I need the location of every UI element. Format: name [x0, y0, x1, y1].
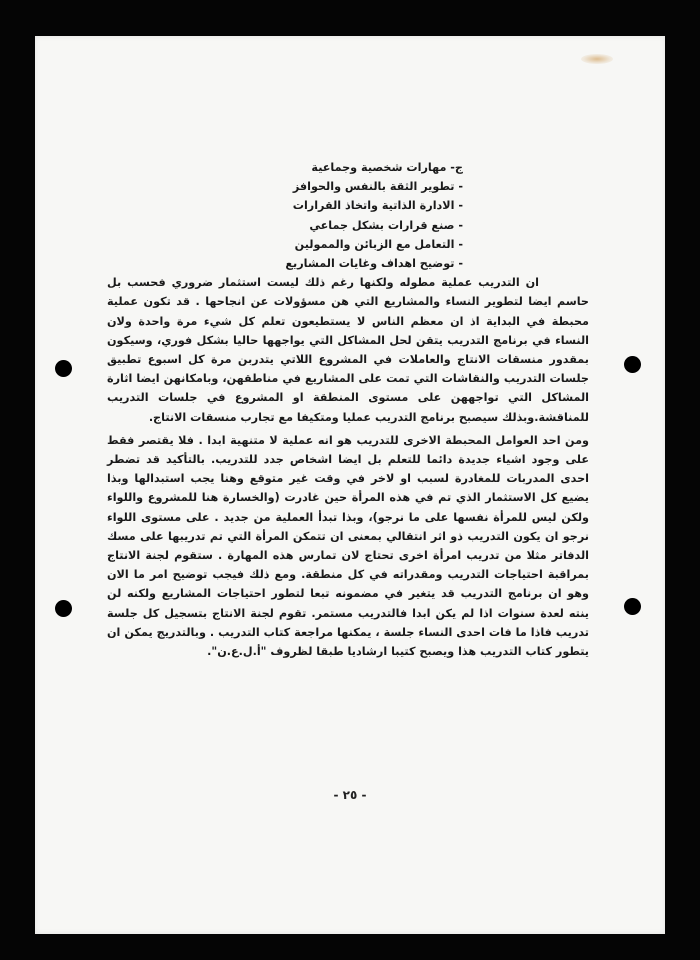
section-heading: ج- مهارات شخصية وجماعية: [311, 161, 463, 174]
list-item: - التعامل مع الزبائن والممولين: [294, 237, 463, 251]
page-number: - ٢٥ -: [333, 788, 367, 802]
document-page: [35, 36, 665, 934]
list-item: - الادارة الذاتية واتخاذ القرارات: [292, 199, 463, 213]
document-body: [107, 158, 589, 661]
paragraph: ان التدريب عملية مطوله ولكنها رغم ذلك ليست استثمار ضروري فحسب بل حاسم ايضا لتطوير النساء والمشاريع التي هن مسؤولات عن انجاحها . قد تكون عملية محبطة في البداية اذ ان معظم الناس لا يستطيعون تعلم كل شيء مرة واحدة ولان النساء في برنامج التدريب يتقن لحل المشاكل التي يواجهها حاليا بشكل فوري، وسيكون بمقدور منسقات الانتاج والعاملات في المشروع اللاتي يتدربن مرة كل اسبوع تطبيق جلسات التدريب والنقاشات التي تمت على المشاريع في مناطقهن، وبامكانهن ايضا اثارة المشاكل التي تواجههن على مستوى المنطقة او المشروع في جلسات التدريب للمناقشة.وبذلك سيصبح برنامج التدريب عمليا ومتكيفا مع تجارب منسقات الانتاج.: [107, 276, 589, 424]
punch-hole: [624, 598, 641, 615]
paper-stain: [581, 54, 613, 64]
list-item: - توضيح اهداف وغايات المشاريع: [285, 257, 463, 271]
list-item: - تطوير الثقة بالنفس والحوافز: [292, 180, 463, 194]
punch-hole: [55, 600, 72, 617]
punch-hole: [55, 360, 72, 377]
list-item: - صنع قرارات بشكل جماعي: [309, 218, 463, 232]
punch-hole: [624, 356, 641, 373]
paragraph: ومن احد العوامل المحبطة الاخرى للتدريب هو انه عملية لا متنهية ابدا . فلا يقتصر فقط على وجود اشياء جديدة دائما للتعلم بل ايضا اشخاص جدد للتدريب. بالتأكيد قد تضطر احدى المدربات للمغادرة لسبب او لاخر في وقت غير متوقع وهنا يجب استبدالها وبذا يضيع كل الاستثمار الذي تم في هذه المرأة حين غادرت (والخسارة هنا للمشروع واللواء ولكن ليس للمرأة نفسها على ما نرجو)، وبذا تبدأ العملية من جديد . على مستوى اللواء نرجو ان يكون التدريب ذو اثر انتقالي بمعنى ان تتمكن المرأة التي تم تدريبها على مسك الدفاتر مثلا من تدريب امرأة اخرى تحتاج لان تمارس هذه المهارة . ستقوم لجنة الانتاج بمراقبة احتياجات التدريب ومقدراته في كل منطقة. ومع ذلك فيجب توضيح امر ما الان وهو ان برنامج التدريب قد يتغير في مضمونه تبعا لتطور احتياجات المشاريع ولكنه لن ينته لعدة سنوات اذا لم يكن ابدا فالتدريب مستمر. تقوم لجنة الانتاج بتسجيل كل جلسة تدريب فاذا ما فات احدى النساء جلسة ، يمكنها مراجعة كتاب التدريب . وبالتدريج يمكن ان يتطور كتاب التدريب هذا ويصبح كتيبا ارشاديا طبقا لظروف "أ.ل.ع.ن".: [107, 433, 589, 659]
